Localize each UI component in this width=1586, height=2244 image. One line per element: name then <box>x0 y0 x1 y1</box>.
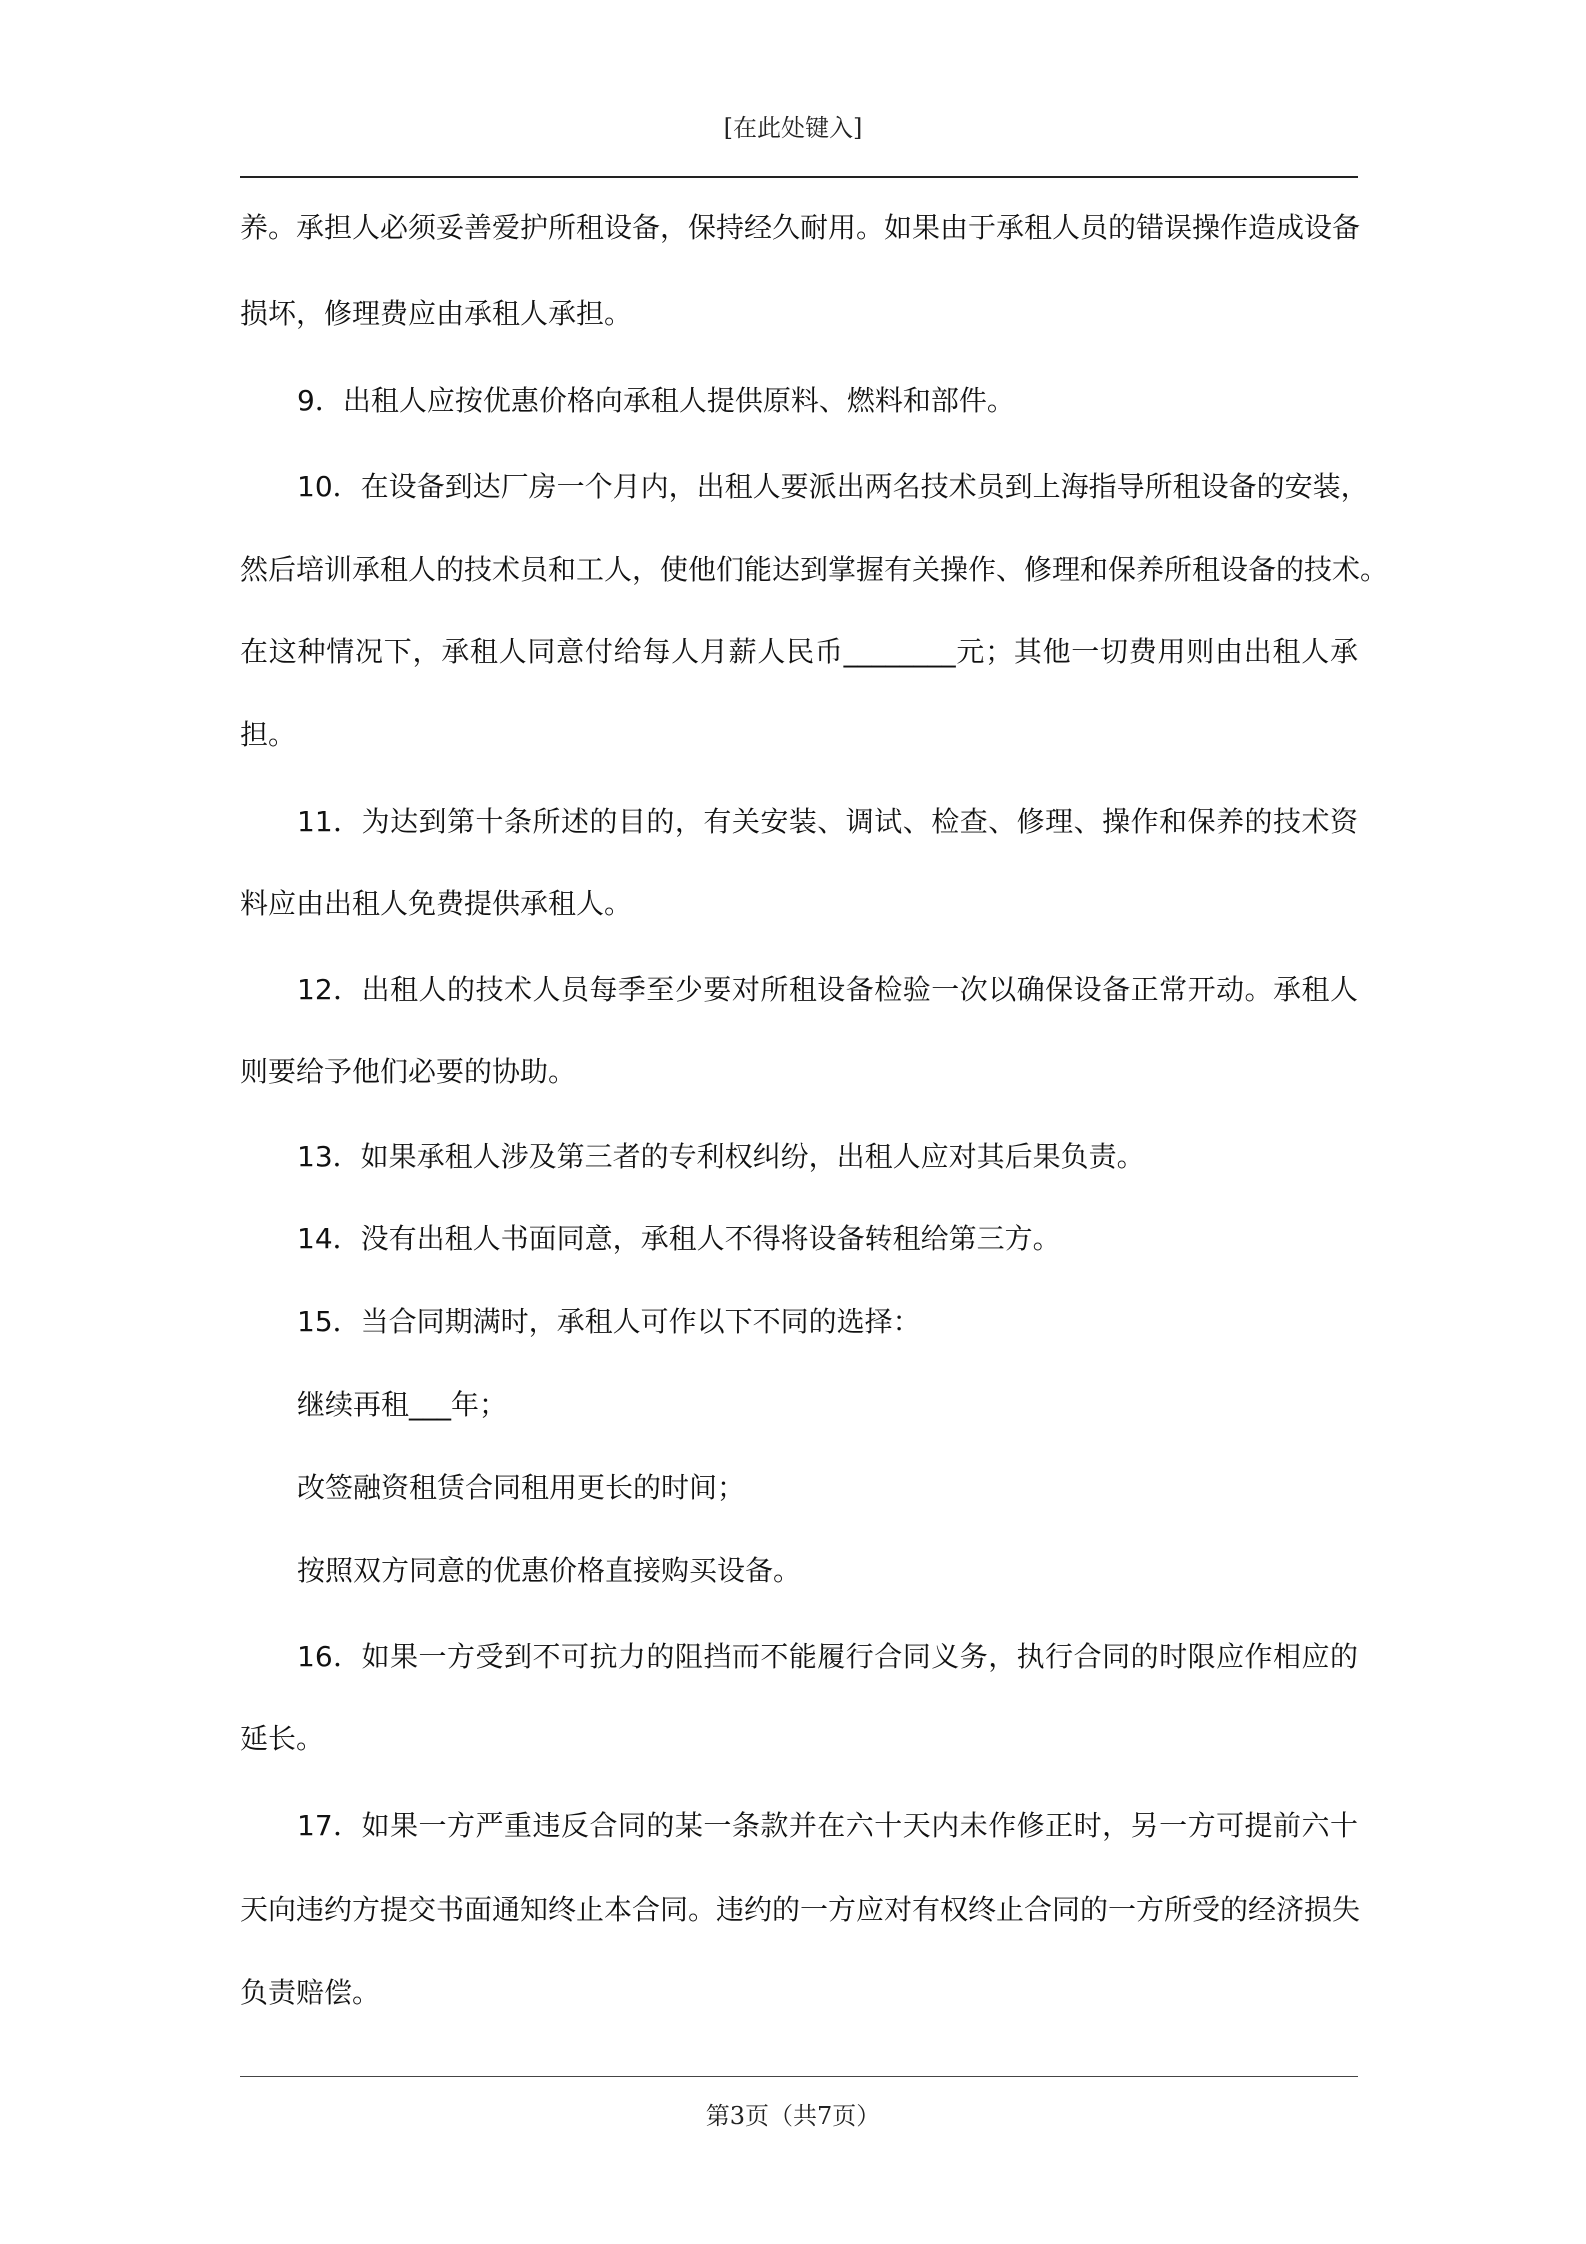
text-line: 11．为达到第十条所述的目的，有关安装、调试、检查、修理、操作和保养的技术资 <box>297 805 1358 838</box>
text-line: 担。 <box>240 718 297 751</box>
footer-divider <box>240 2076 1358 2077</box>
text-line: 14．没有出租人书面同意，承租人不得将设备转租给第三方。 <box>297 1222 1061 1255</box>
text-line: 9．出租人应按优惠价格向承租人提供原料、燃料和部件。 <box>297 384 1015 417</box>
text-line: 10．在设备到达厂房一个月内，出租人要派出两名技术员到上海指导所租设备的安装， <box>297 470 1369 503</box>
text-line: 15．当合同期满时，承租人可作以下不同的选择： <box>297 1305 921 1338</box>
text-line: 按照双方同意的优惠价格直接购买设备。 <box>297 1554 802 1587</box>
text-line: 16．如果一方受到不可抗力的阻挡而不能履行合同义务，执行合同的时限应作相应的 <box>297 1640 1358 1673</box>
page-number: 第3页（共7页） <box>705 2102 881 2130</box>
text-line: 然后培训承租人的技术员和工人，使他们能达到掌握有关操作、修理和保养所租设备的技术。 <box>240 553 1389 586</box>
page-header: [在此处键入] <box>723 114 863 142</box>
text-line: 在这种情况下，承租人同意付给每人月薪人民币________元；其他一切费用则由出租人承 <box>240 635 1358 668</box>
text-line: 天向违约方提交书面通知终止本合同。违约的一方应对有权终止合同的一方所受的经济损失 <box>240 1893 1361 1926</box>
text-line: 料应由出租人免费提供承租人。 <box>240 887 633 920</box>
text-line: 12．出租人的技术人员每季至少要对所租设备检验一次以确保设备正常开动。承租人 <box>297 973 1358 1006</box>
text-line: 改签融资租赁合同租用更长的时间； <box>297 1471 746 1504</box>
text-line: 13．如果承租人涉及第三者的专利权纠纷，出租人应对其后果负责。 <box>297 1140 1145 1173</box>
text-line: 17．如果一方严重违反合同的某一条款并在六十天内未作修正时，另一方可提前六十 <box>297 1809 1358 1842</box>
text-line: 则要给予他们必要的协助。 <box>240 1055 577 1088</box>
text-line: 损坏，修理费应由承租人承担。 <box>240 297 633 330</box>
header-divider <box>240 176 1358 178</box>
text-line: 继续再租___年； <box>297 1388 508 1421</box>
text-line: 负责赔偿。 <box>240 1976 381 2009</box>
text-line: 养。承担人必须妥善爱护所租设备，保持经久耐用。如果由于承租人员的错误操作造成设备 <box>240 211 1361 244</box>
text-line: 延长。 <box>240 1722 325 1755</box>
